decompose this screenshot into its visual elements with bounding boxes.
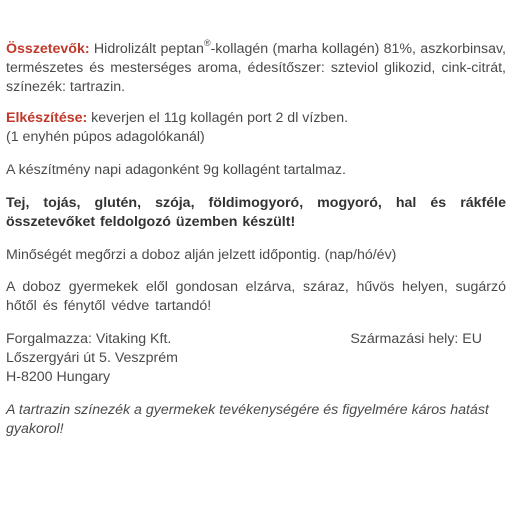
ingredients-paragraph bbox=[6, 40, 506, 97]
ingredients-text-2: -kollagén (marha kollagén) 81%, aszkorbinsav, természetes és mesterséges aroma, édesítőszer: szteviol glikozid, cink-citrát, színezék: tartrazin. bbox=[6, 41, 506, 95]
registered-mark: ® bbox=[203, 38, 211, 49]
origin-text: Származási hely: EU bbox=[350, 331, 482, 347]
allergen-warning: Tej, tojás, glutén, szója, földimogyoró, mogyoró, hal és rákféle összetevőket feldolgozó üzemben készült! bbox=[6, 195, 506, 230]
distributor-block bbox=[6, 330, 506, 387]
ingredients-heading: Összetevők: bbox=[6, 41, 90, 57]
tartrazine-warning: A tartrazin színezék a gyermekek tevékenységére és figyelmére káros hatást gyakorol! bbox=[6, 402, 489, 437]
preparation-heading: Elkészítése: bbox=[6, 110, 88, 126]
storage-text: A doboz gyermekek elől gondosan elzárva, száraz, hűvös helyen, sugárzó hőtől és fénytől védve tartandó! bbox=[6, 279, 506, 314]
preparation-line-2: (1 enyhén púpos adagolókanál) bbox=[6, 129, 205, 145]
preparation-line-1: keverjen el 11g kollagén port 2 dl vízben. bbox=[87, 110, 349, 126]
distributor-line-3: H-8200 Hungary bbox=[6, 369, 111, 385]
shelf-life-text: Minőségét megőrzi a doboz alján jelzett időpontig. (nap/hó/év) bbox=[6, 247, 397, 263]
distributor-line-1: Forgalmazza: Vitaking Kft. bbox=[6, 331, 172, 347]
distributor-line-2: Lőszergyári út 5. Veszprém bbox=[6, 350, 178, 366]
ingredients-text-1: Hidrolizált peptan bbox=[89, 41, 204, 57]
dose-text: A készítmény napi adagonként 9g kollagént tartalmaz. bbox=[6, 162, 346, 178]
preparation-paragraph bbox=[6, 109, 506, 147]
